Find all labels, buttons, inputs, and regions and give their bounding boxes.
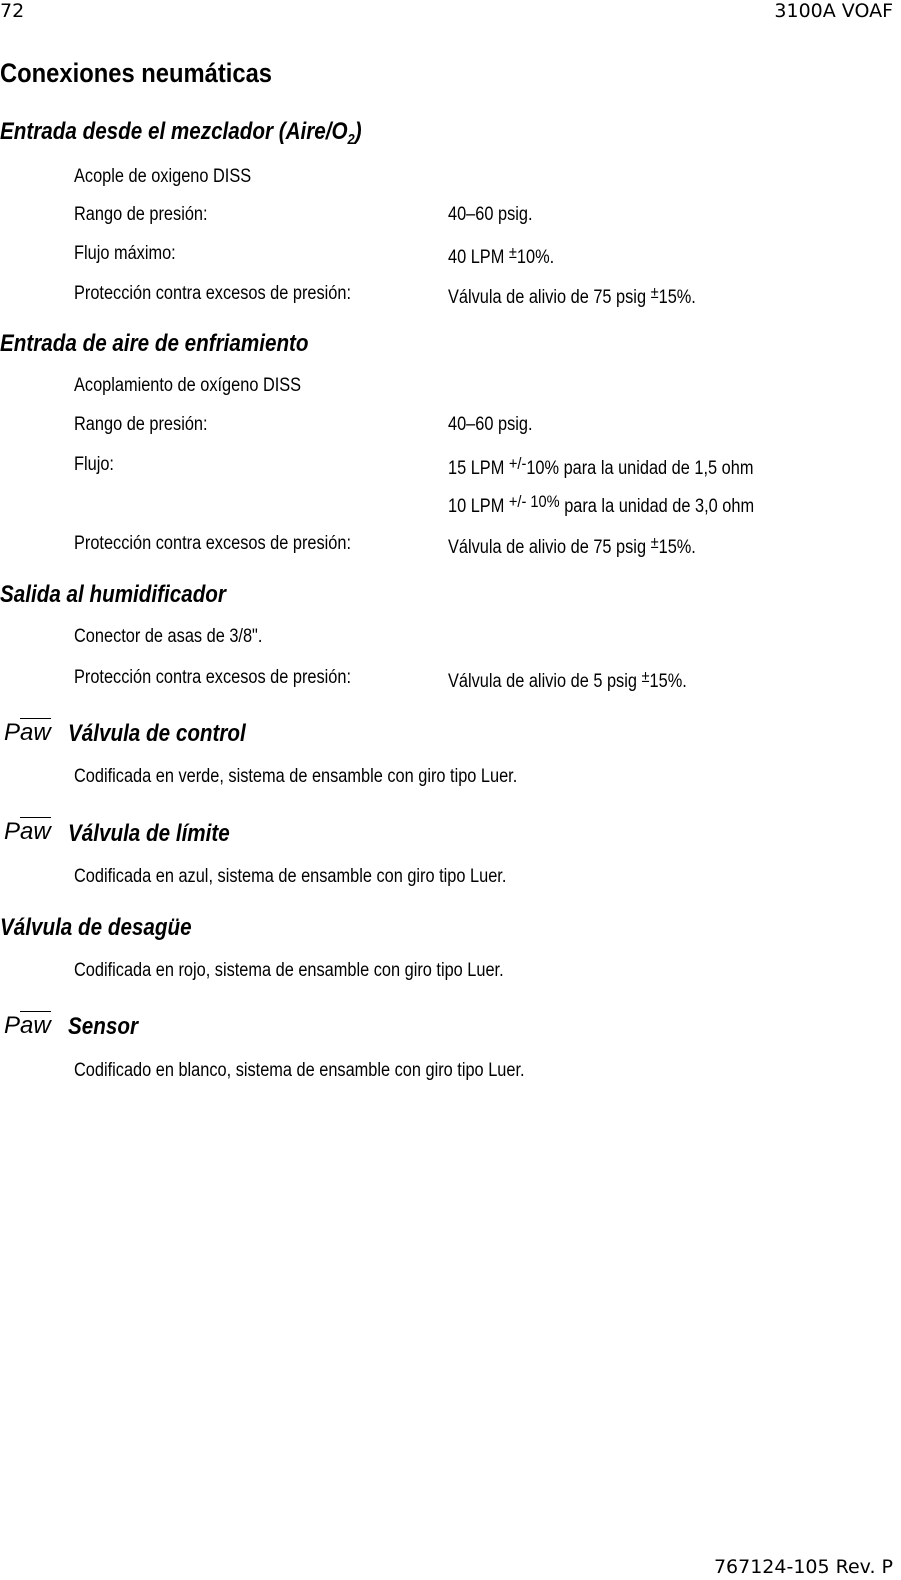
mixer-pressure-value: 40–60 psig. — [448, 204, 533, 225]
paw-symbol-sensor: Paw — [4, 1012, 51, 1039]
mixer-protection-value: Válvula de alivio de 75 psig ±15%. — [448, 283, 696, 308]
section-heading-mixer: Entrada desde el mezclador $(Aire/O_2)$ — [0, 118, 362, 148]
section-heading-control-valve: Válvula de control — [68, 720, 246, 747]
paw-symbol-limit: Paw — [4, 818, 51, 845]
mixer-flow-value: 40 LPM ±10%. — [448, 243, 555, 268]
limit-valve-desc: Codificada en azul, sistema de ensamble con giro tipo Luer. — [74, 866, 507, 887]
cooling-coupling: Acoplamiento de oxígeno DISS — [74, 375, 302, 396]
product-name: 3100A VOAF — [774, 0, 893, 22]
sensor-desc: Codificado en blanco, sistema de ensamble con giro tipo Luer. — [74, 1060, 525, 1081]
humidifier-connector: Conector de asas de 3/8". — [74, 626, 263, 647]
mixer-flow-label: Flujo máximo: — [74, 243, 176, 264]
mixer-protection-label: Protección contra excesos de presión: — [74, 283, 352, 304]
cooling-protection-value: Válvula de alivio de 75 psig ±15%. — [448, 533, 696, 558]
cooling-flow-value-1: 15 LPM +/-10% para la unidad de 1,5 ohm — [448, 454, 754, 479]
humidifier-protection-label: Protección contra excesos de presión: — [74, 667, 352, 688]
section-heading-cooling: Entrada de aire de enfriamiento — [0, 330, 309, 357]
cooling-pressure-label: Rango de presión: — [74, 414, 208, 435]
page-number: 72 — [0, 0, 25, 22]
section-heading-limit-valve: Válvula de límite — [68, 820, 230, 847]
humidifier-protection-value: Válvula de alivio de 5 psig ±15%. — [448, 667, 687, 692]
cooling-pressure-value: 40–60 psig. — [448, 414, 533, 435]
mixer-pressure-label: Rango de presión: — [74, 204, 208, 225]
section-heading-drain-valve: Válvula de desagüe — [0, 914, 192, 941]
cooling-flow-value-2: 10 LPM $^{+/- 10\%}$ para la unidad de 3,0 ohm — [448, 492, 755, 517]
mixer-coupling: Acople de oxigeno DISS — [74, 166, 252, 187]
section-heading-humidifier: Salida al humidificador — [0, 581, 226, 608]
cooling-flow-label: Flujo: — [74, 454, 114, 475]
paw-symbol-control: Paw — [4, 719, 51, 746]
section-heading-sensor: Sensor — [68, 1013, 138, 1040]
document-id: 767124-105 Rev. P — [713, 1556, 893, 1578]
cooling-protection-label: Protección contra excesos de presión: — [74, 533, 352, 554]
control-valve-desc: Codificada en verde, sistema de ensamble con giro tipo Luer. — [74, 766, 518, 787]
page-title: Conexiones neumáticas — [0, 58, 273, 88]
drain-valve-desc: Codificada en rojo, sistema de ensamble con giro tipo Luer. — [74, 960, 504, 981]
